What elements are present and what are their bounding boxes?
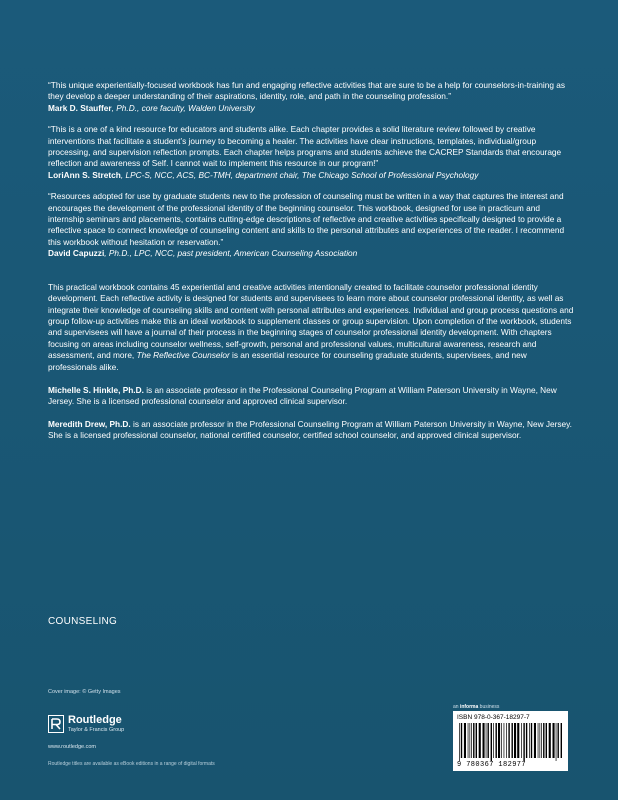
author-name: Michelle S. Hinkle, Ph.D. (48, 384, 144, 395)
review-text: “This unique experientially-focused workbook has fun and engaging reflective activities that are sure to be a help for counselors-in-training as they develop a deeper understanding of their aspirations, identity, role, and path in the counseling profession.” (48, 80, 565, 102)
review-text: “This is a one of a kind resource for educators and students alike. Each chapter provides a solid literature review followed by creative interventions that facilitate a student’s journey to becoming a healer. The activities have clear instructions, templates, individual/group processing, and supervision reflection prompts. Each chapter helps programs and students achieve the CACREP Standards that encourage reflection and awareness of Self. I cannot wait to implement this resource in our program!” (48, 124, 562, 169)
barcode-bar (558, 723, 559, 758)
review-quote (48, 80, 576, 114)
barcode-bar (556, 723, 557, 761)
review-attribution (48, 103, 576, 114)
barcode-bar (470, 723, 471, 758)
barcode-bar (476, 723, 477, 758)
reviewer-name: Mark D. Stauffer (48, 102, 112, 113)
barcode-bar (541, 723, 542, 758)
barcode-bar (529, 723, 530, 758)
informa-prefix: an (453, 704, 460, 710)
barcode-icon (457, 723, 564, 761)
barcode-bar (543, 723, 544, 758)
reviewer-name: LoriAnn S. Stretch (48, 169, 121, 180)
barcode-bar (526, 723, 527, 758)
publisher-group: Taylor & Francis Group (68, 727, 125, 733)
barcode-bar (521, 723, 522, 758)
barcode-bar (504, 723, 505, 758)
author-bio (48, 419, 576, 442)
review-attribution (48, 248, 576, 259)
barcode-bar (506, 723, 507, 758)
author-bio (48, 385, 576, 408)
review-text: “Resources adopted for use by graduate students new to the profession of counseling must be written in a way that captures the interest and encourages the development of the professional identity of the beginning counselor. This workbook, designed for use in practicum and internship seminars and placements, contains cutting-edge descriptions of reflective and creative activities specifically designed to provide a reflective space to connect knowledge of counseling content and skills to the personal attributes and experiences of the reader. I recommend this workbook without hesitation or reservation.” (48, 191, 565, 247)
reviewer-credentials: , Ph.D., core faculty, Walden University (111, 102, 255, 113)
barcode-bar (493, 723, 494, 758)
description-text: This practical workbook contains 45 experiential and creative activities intentionally created to facilitate counselor professional identity development. Each reflective activity is designed for students and supervisees to learn more about counselor professional identity, as well as integrate their knowledge of counseling skills and content with personal attributes and experiences. Individual and group process questions and group follow-up activities make this an ideal workbook to supplement classes or group supervision. Upon completion of the workbook, students and supervisees will have a journal of their process in the beginning stages of counselor professional identity development. With chapters focusing on areas including counselor wellness, self-growth, personal and professional values, multicultural awareness, research and assessment, and more, (48, 281, 574, 361)
barcode-digits: 9 780367 182977 (457, 761, 527, 769)
author-bio-text: is an associate professor in the Professional Counseling Program at William Paterson University in Wayne, New Jersey. She is a licensed professional counselor and approved clinical supervisor. (48, 384, 557, 407)
cover-image-credit: Cover image: © Getty Images (48, 689, 121, 695)
barcode-bar (531, 723, 532, 758)
barcode-bar (512, 723, 513, 758)
barcode-bar (546, 723, 547, 758)
barcode-bar (498, 723, 500, 758)
barcode-bar (514, 723, 516, 758)
barcode-bar (538, 723, 539, 758)
barcode-bar (501, 723, 502, 758)
publisher-url: www.routledge.com (48, 744, 96, 750)
barcode-bar (459, 723, 460, 761)
barcode-bar (561, 723, 562, 758)
author-name: Meredith Drew, Ph.D. (48, 418, 131, 429)
barcode-bar (540, 723, 541, 758)
author-bio-text: is an associate professor in the Professional Counseling Program at William Paterson University in Wayne, New Jersey. She is a licensed professional counselor, national certified counselor, certified school counselor, and approved clinical supervisor. (48, 418, 572, 441)
ebook-note: Routledge titles are available as eBook editions in a range of digital formats (48, 761, 215, 767)
informa-brand: informa (459, 704, 479, 710)
main-content (48, 80, 576, 453)
barcode-bar (483, 723, 485, 758)
barcode-bar (517, 723, 519, 758)
barcode-bar (523, 723, 524, 761)
publisher-name: Routledge (68, 714, 122, 726)
review-attribution (48, 170, 576, 181)
publisher-logo (48, 713, 188, 753)
barcode-bar (479, 723, 481, 758)
informa-business-label (453, 704, 499, 710)
isbn-text: ISBN 978-0-367-18297-7 (457, 714, 530, 721)
barcode-bar (553, 723, 555, 758)
barcode-bar (468, 723, 469, 758)
description-text-end: is an essential resource for counseling graduate students, supervisees, and new professionals alike. (48, 350, 527, 372)
review-quote (48, 191, 576, 259)
barcode-panel (453, 711, 568, 771)
barcode-bar (461, 723, 462, 758)
barcode-bar (464, 723, 466, 758)
barcode-bar (496, 723, 497, 758)
barcode-bar (486, 723, 487, 758)
barcode-bar (488, 723, 489, 758)
routledge-logo-icon (48, 715, 64, 733)
barcode-bar (471, 723, 472, 758)
barcode-bar (473, 723, 474, 758)
subject-category: COUNSELING (48, 616, 118, 627)
reviewer-name: David Capuzzi (48, 248, 105, 259)
informa-suffix: business (478, 704, 500, 710)
barcode-bar (549, 723, 551, 758)
reviewer-credentials: , LPC-S, NCC, ACS, BC-TMH, department chair, The Chicago School of Professional Psychology (120, 169, 479, 180)
barcode-bar (491, 723, 492, 761)
barcode-bar (534, 723, 536, 758)
reviewer-credentials: , Ph.D., LPC, NCC, past president, American Counseling Association (104, 248, 358, 259)
book-title: The Reflective Counselor (136, 350, 230, 361)
barcode-bar (508, 723, 509, 758)
book-description (48, 282, 576, 373)
review-quote (48, 124, 576, 181)
